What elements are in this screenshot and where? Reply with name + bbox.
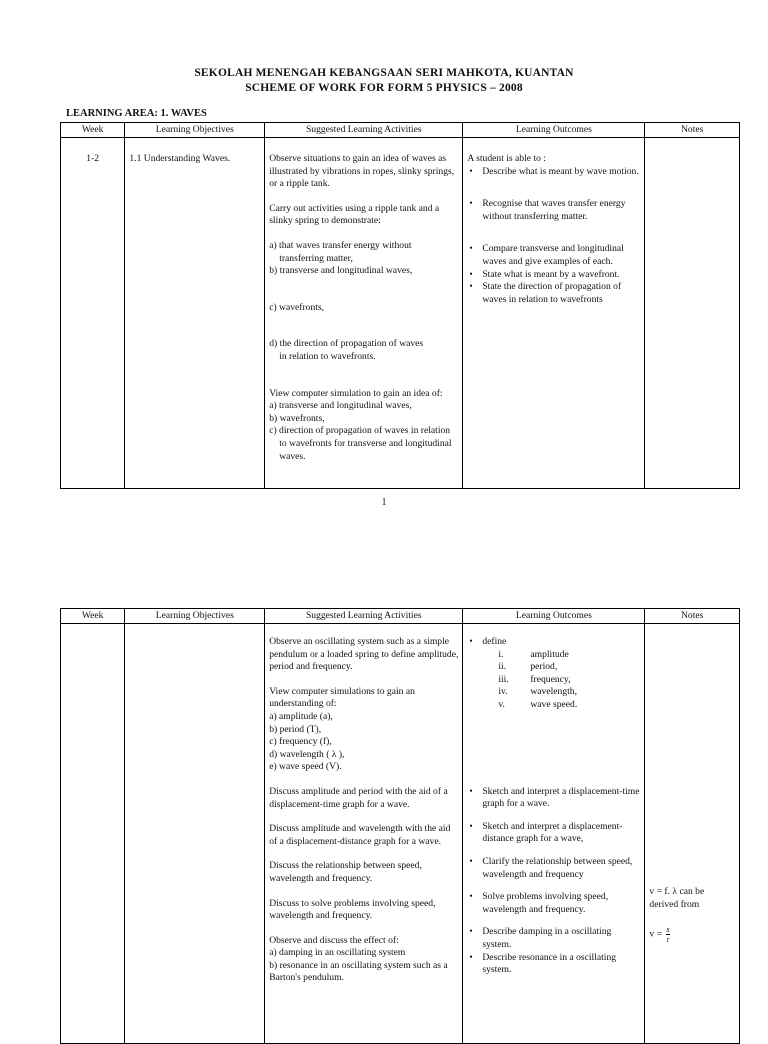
fraction-numerator: s	[666, 925, 670, 935]
col-learning-objectives: Learning Objectives	[125, 123, 265, 138]
col-learning-outcomes: Learning Outcomes	[463, 609, 645, 624]
activity-text: transferring matter,	[279, 252, 353, 264]
list-item: • Describe resonance in a oscillating system.	[467, 952, 640, 977]
activity-text: e) wave speed (V).	[269, 761, 342, 773]
list-item: ii. period,	[498, 661, 558, 673]
scheme-table-page-1	[60, 122, 740, 489]
scheme-table-page-2	[60, 608, 740, 1044]
note-formula	[649, 925, 735, 944]
list-item: • Sketch and interpret a displacement-distance graph for a wave,	[467, 821, 640, 846]
list-item: • Describe damping in a oscillating system.	[467, 926, 640, 951]
week-cell: 1-2	[61, 138, 125, 489]
col-week: Week	[61, 123, 125, 138]
fraction	[666, 925, 669, 944]
activity-text: d) wavelength ( λ ),	[269, 748, 345, 760]
activity-text: View computer simulations to gain an understanding of:	[269, 685, 415, 710]
outcome-list	[467, 926, 640, 976]
outcome-list	[467, 821, 640, 846]
activity-text: c) direction of propagation of waves in relation to wavefronts for transverse and longitudinal waves.	[269, 425, 452, 462]
outcomes-cell	[463, 138, 645, 489]
activity-text: b) transverse and longitudinal waves,	[269, 265, 413, 277]
activity-text: Observe an oscillating system such as a simple pendulum or a loaded spring to define amplitude, period and frequency.	[269, 636, 459, 673]
col-suggested-activities: Suggested Learning Activities	[265, 609, 463, 624]
activity-text: b) wavefronts,	[269, 412, 325, 424]
activity-text: c) wavefronts,	[269, 301, 325, 313]
activity-text: a) that waves transfer energy without	[269, 239, 412, 251]
objective-cell: 1.1 Understanding Waves.	[125, 138, 265, 489]
activity-text: Discuss to solve problems involving speed, wavelength and frequency.	[269, 897, 436, 922]
col-week: Week	[61, 609, 125, 624]
notes-cell	[645, 138, 740, 489]
activity-text: Observe and discuss the effect of:	[269, 934, 399, 946]
col-learning-objectives: Learning Objectives	[125, 609, 265, 624]
week-cell	[61, 624, 125, 1044]
activity-text: a) transverse and longitudinal waves,	[269, 400, 412, 412]
activity-text: Discuss amplitude and period with the aid of a displacement-time graph for a wave.	[269, 785, 448, 810]
activity-text: a) amplitude (a),	[269, 710, 333, 722]
outcome-list	[467, 891, 640, 916]
define-terms	[482, 649, 640, 712]
table-header-row	[61, 123, 740, 138]
list-item: • Solve problems involving speed, wavelength and frequency.	[467, 891, 640, 916]
table-row	[61, 624, 740, 1044]
scheme-title: SCHEME OF WORK FOR FORM 5 PHYSICS – 2008	[245, 82, 523, 94]
activities-cell	[265, 138, 463, 489]
table-header-row	[61, 609, 740, 624]
list-item: • Recognise that waves transfer energy without transferring matter.	[467, 198, 640, 223]
learning-area-label: LEARNING AREA: 1. WAVES	[66, 108, 207, 119]
col-learning-outcomes: Learning Outcomes	[463, 123, 645, 138]
school-title: SEKOLAH MENENGAH KEBANGSAAN SERI MAHKOTA, KUANTAN	[194, 67, 574, 79]
list-item: • State what is meant by a wavefront.	[467, 269, 640, 282]
activities-cell	[265, 624, 463, 1044]
activity-text: b) resonance in an oscillating system such as a Barton's pendulum.	[269, 959, 448, 984]
list-item: • Clarify the relationship between speed, wavelength and frequency	[467, 856, 640, 881]
outcome-intro: A student is able to :	[467, 153, 546, 164]
activity-text: c) frequency (f),	[269, 736, 332, 748]
list-item: • Describe what is meant by wave motion.	[467, 166, 640, 179]
activity-text: Discuss the relationship between speed, wavelength and frequency.	[269, 860, 422, 884]
activity-text: Observe situations to gain an idea of waves as illustrated by vibrations in ropes, slinky springs, or a ripple tank.	[269, 153, 455, 190]
note-text: v = f. λ can be derived from	[649, 886, 705, 910]
activity-text: View computer simulation to gain an idea of:	[269, 387, 443, 399]
note-formula-lhs: v =	[649, 928, 663, 940]
notes-cell	[645, 624, 740, 1044]
outcomes-cell	[463, 624, 645, 1044]
list-item	[467, 636, 640, 712]
list-item: • State the direction of propagation of waves in relation to wavefronts	[467, 281, 640, 306]
list-item: iv. wavelength,	[498, 686, 577, 698]
outcome-list	[467, 856, 640, 881]
objective-cell	[125, 624, 265, 1044]
list-item: v. wave speed.	[498, 698, 578, 710]
outcome-list	[467, 786, 640, 811]
table-row	[61, 138, 740, 489]
outcome-list	[467, 636, 640, 712]
list-item: iii. frequency,	[498, 673, 571, 685]
page-number: 1	[381, 497, 387, 508]
fraction-denominator: t	[666, 935, 670, 945]
activity-text: a) damping in an oscillating system	[269, 947, 406, 959]
define-label: • define	[482, 636, 507, 647]
col-suggested-activities: Suggested Learning Activities	[265, 123, 463, 138]
list-item: • Compare transverse and longitudinal waves and give examples of each.	[467, 243, 640, 268]
outcome-list	[467, 198, 640, 223]
col-notes: Notes	[645, 609, 740, 624]
list-item: i. amplitude	[498, 648, 569, 660]
activity-text: in relation to wavefronts.	[279, 350, 376, 362]
outcome-list	[467, 166, 640, 179]
activity-text: d) the direction of propagation of waves	[269, 338, 424, 350]
list-item: • Sketch and interpret a displacement-time graph for a wave.	[467, 786, 640, 811]
col-notes: Notes	[645, 123, 740, 138]
activity-text: Carry out activities using a ripple tank and a slinky spring to demonstrate:	[269, 202, 440, 227]
activity-text: b) period (T),	[269, 723, 322, 735]
activity-text: Discuss amplitude and wavelength with the aid of a displacement-distance graph for a wave.	[269, 823, 451, 847]
outcome-list	[467, 243, 640, 306]
